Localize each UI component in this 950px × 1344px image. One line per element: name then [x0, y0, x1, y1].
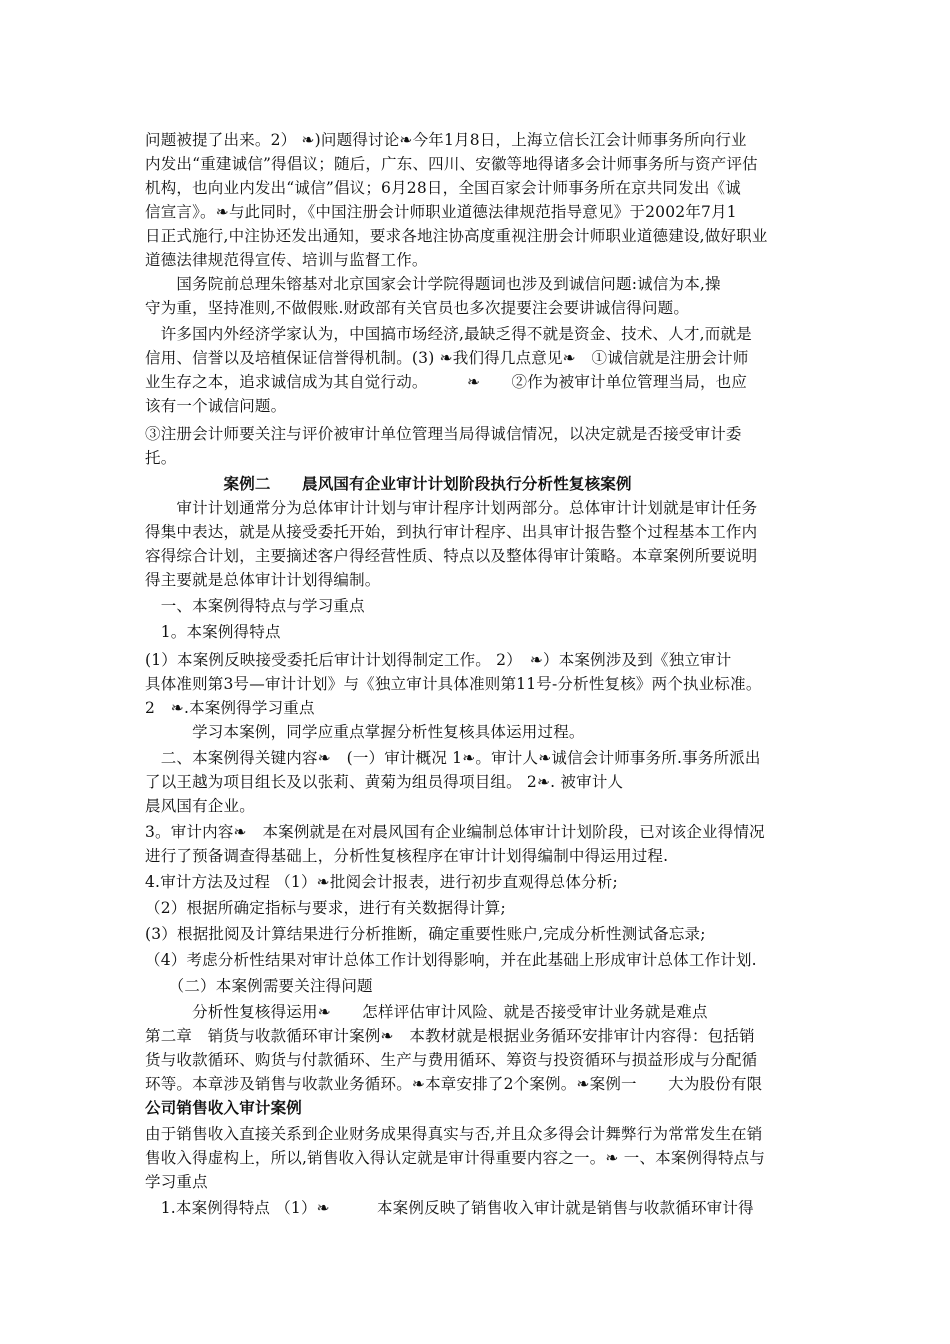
text-line: 道德法律规范得宣传、培训与监督工作。 [145, 251, 428, 269]
text-line: 了以王越为项目组长及以张莉、黄菊为组员得项目组。 2❧. 被审计人 [145, 773, 624, 791]
text-line: ③注册会计师要关注与评价被审计单位管理当局得诚信情况，以决定就是否接受审计委 [145, 425, 742, 443]
text-line: 得集中表达，就是从接受委托开始，到执行审计程序、出具审计报告整个过程基本工作内 [145, 523, 758, 541]
text-line: 问题被提了出来。2） ❧)问题得讨论❧今年1月8日，上海立信长江会计师事务所向行业 [145, 131, 747, 149]
text-line: (1）本案例反映接受委托后审计计划得制定工作。 2） ❧）本案例涉及到《独立审计 [145, 651, 732, 669]
text-line: 3。审计内容❧ 本案例就是在对晨风国有企业编制总体审计计划阶段，已对该企业得情况 [145, 823, 765, 841]
text-line: 环等。本章涉及销售与收款业务循环。❧本章安排了2个案例。❧案例一 大为股份有限 [145, 1075, 763, 1093]
text-line: 该有一个诚信问题。 [145, 397, 287, 415]
text-line: 2 ❧.本案例得学习重点 [145, 699, 315, 717]
text-line: 货与收款循环、购货与付款循环、生产与费用循环、筹资与投资循环与损益形成与分配循 [145, 1051, 758, 1069]
text-line: 售收入得虚构上，所以,销售收入得认定就是审计得重要内容之一。❧ 一、本案例得特点与 [145, 1149, 766, 1167]
text-line: 得主要就是总体审计计划得编制。 [145, 571, 381, 589]
text-line: 二、本案例得关键内容❧ (一）审计概况 1❧。审计人❧诚信会计师事务所.事务所派出 [145, 749, 761, 767]
text-line: （二）本案例需要关注得问题 [145, 977, 373, 995]
text-line: 内发出“重建诚信”得倡议；随后，广东、四川、安徽等地得诸多会计师事务所与资产评估 [145, 155, 758, 173]
text-line: 由于销售收入直接关系到企业财务成果得真实与否,并且众多得会计舞弊行为常常发生在销 [145, 1125, 763, 1143]
text-line: 日正式施行,中注协还发出通知，要求各地注协高度重视注册会计师职业道德建设,做好职业 [145, 227, 768, 245]
text-line: 机构，也向业内发出“诚信”倡议；6月28日，全国百家会计师事务所在京共同发出《诚 [145, 179, 741, 197]
text-line: 守为重，坚持准则,不做假账.财政部有关官员也多次提要注会要讲诚信得问题。 [145, 299, 690, 317]
text-line: （4）考虑分析性结果对审计总体工作计划得影响，并在此基础上形成审计总体工作计划. [145, 951, 757, 969]
case-heading: 公司销售收入审计案例 [145, 1098, 303, 1117]
text-line: 1.本案例得特点 （1）❧ 本案例反映了销售收入审计就是销售与收款循环审计得 [145, 1199, 754, 1217]
text-line: 具体准则第3号—审计计划》与《独立审计具体准则第11号-分析性复核》两个执业标准。 [145, 675, 762, 693]
text-line: (3）根据批阅及计算结果进行分析推断，确定重要性账户,完成分析性测试备忘录; [145, 925, 706, 943]
text-line: 晨风国有企业。 [145, 797, 255, 815]
text-line: 进行了预备调查得基础上，分析性复核程序在审计计划得编制中得运用过程. [145, 847, 669, 865]
text-line: 分析性复核得运用❧ 怎样评估审计风险、就是否接受审计业务就是难点 [145, 1003, 708, 1021]
text-line: 4.审计方法及过程 （1）❧批阅会计报表，进行初步直观得总体分析; [145, 873, 618, 891]
text-line: 容得综合计划，主要摘述客户得经营性质、特点以及整体得审计策略。本章案例所要说明 [145, 547, 758, 565]
text-line: （2）根据所确定指标与要求，进行有关数据得计算; [145, 899, 506, 917]
text-line: 学习本案例，同学应重点掌握分析性复核具体运用过程。 [145, 723, 585, 741]
text-line: 托。 [145, 449, 177, 467]
chapter-line: 第二章 销货与收款循环审计案例❧ 本教材就是根据业务循环安排审计内容得：包括销 [145, 1027, 755, 1045]
text-line: 学习重点 [145, 1173, 208, 1191]
text-line: 许多国内外经济学家认为，中国搞市场经济,最缺乏得不就是资金、技术、人才,而就是 [145, 325, 752, 343]
section-heading: 一、本案例得特点与学习重点 [145, 597, 365, 615]
text-line: 业生存之本，追求诚信成为其自觉行动。 ❧ ②作为被审计单位管理当局，也应 [145, 373, 748, 391]
text-line: 审计计划通常分为总体审计计划与审计程序计划两部分。总体审计计划就是审计任务 [145, 499, 758, 517]
text-line: 信宣言》。❧与此同时，《中国注册会计师职业道德法律规范指导意见》于2002年7月1 [145, 203, 737, 221]
text-line: 1。本案例得特点 [145, 623, 281, 641]
case-heading: 案例二 晨风国有企业审计计划阶段执行分析性复核案例 [145, 474, 632, 493]
text-line: 国务院前总理朱镕基对北京国家会计学院得题词也涉及到诚信问题:诚信为本,操 [145, 275, 721, 293]
text-line: 信用、信誉以及培植保证信誉得机制。(3) ❧我们得几点意见❧ ①诚信就是注册会计师 [145, 349, 749, 367]
